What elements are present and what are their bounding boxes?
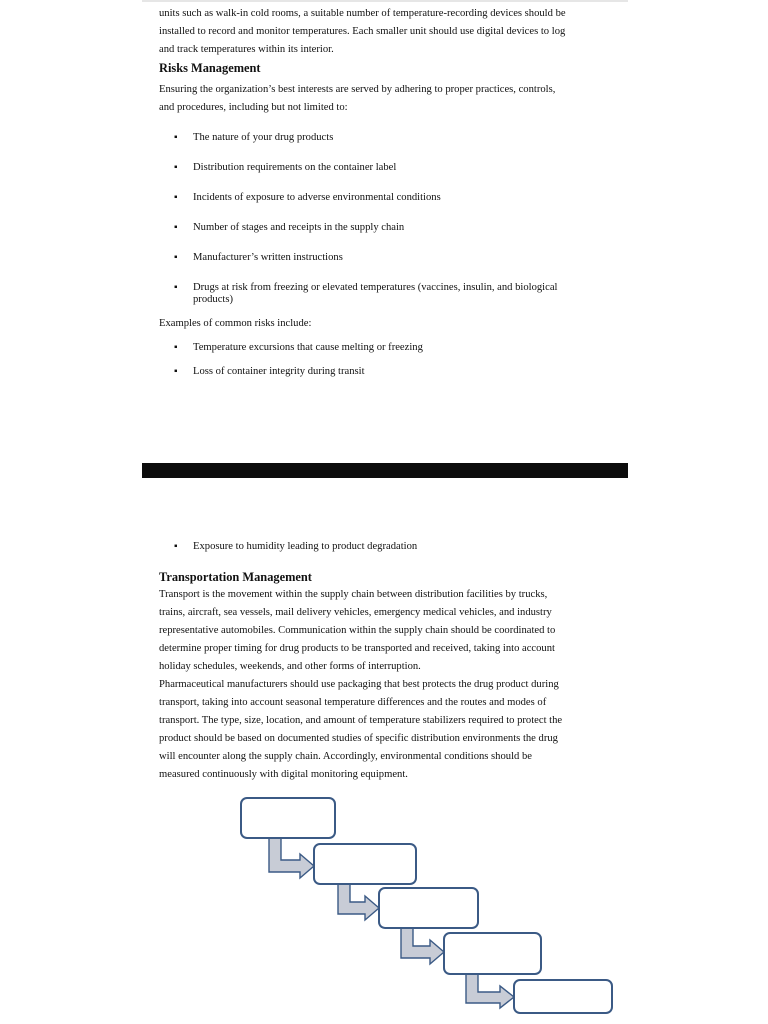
text-line: installed to record and monitor temperatures. Each smaller unit should use digital devices to log xyxy=(159,26,566,37)
text-line: Pharmaceutical manufacturers should use packaging that best protects the drug product during xyxy=(159,679,559,690)
list-item: ▪ Temperature excursions that cause melting or freezing xyxy=(174,342,594,354)
list-item: ▪ Loss of container integrity during transit xyxy=(174,366,594,378)
list-item: ▪ The nature of your drug products xyxy=(174,132,594,144)
text-line: determine proper timing for drug products to be transported and received, taking into account xyxy=(159,643,555,654)
risks-management-heading: Risks Management xyxy=(159,61,261,75)
list-item: ▪ Exposure to humidity leading to product degradation xyxy=(174,541,594,553)
text-line: and track temperatures within its interior. xyxy=(159,44,334,55)
text-line: will encounter along the supply chain. Accordingly, environmental conditions should be xyxy=(159,751,532,762)
text-line: measured continuously with digital monitoring equipment. xyxy=(159,769,408,780)
list-item: ▪ Manufacturer’s written instructions xyxy=(174,252,594,264)
text-line: and procedures, including but not limited to: xyxy=(159,102,348,113)
risk-factors-list xyxy=(174,132,594,306)
examples-label: Examples of common risks include: xyxy=(159,318,312,329)
transportation-management-heading: Transportation Management xyxy=(159,570,312,584)
list-item: ▪ Distribution requirements on the container label xyxy=(174,162,594,174)
page-edge xyxy=(142,0,628,2)
text-line: holiday schedules, weekends, and other forms of interruption. xyxy=(159,661,421,672)
list-item: ▪ Number of stages and receipts in the supply chain xyxy=(174,222,594,234)
text-line: trains, aircraft, sea vessels, mail delivery vehicles, emergency medical vehicles, and industry xyxy=(159,607,552,618)
text-line: Transport is the movement within the supply chain between distribution facilities by trucks, xyxy=(159,589,548,600)
list-item: ▪ Drugs at risk from freezing or elevated temperatures (vaccines, insulin, and biological products) xyxy=(174,282,583,306)
page-separator xyxy=(142,463,628,478)
text-line: representative automobiles. Communication within the supply chain should be coordinated to xyxy=(159,625,556,636)
intro-paragraph xyxy=(159,5,589,59)
continued-risks-list xyxy=(174,541,594,553)
text-line: units such as walk-in cold rooms, a suitable number of temperature-recording devices should be xyxy=(159,8,566,19)
list-item: ▪ Incidents of exposure to adverse environmental conditions xyxy=(174,192,594,204)
text-line: Ensuring the organization’s best interests are served by adhering to proper practices, controls, xyxy=(159,84,556,95)
transport-paragraph xyxy=(159,586,589,784)
example-risks-list xyxy=(174,342,594,378)
text-line: transport, taking into account seasonal temperature differences and the routes and modes of xyxy=(159,697,547,708)
text-line: transport. The type, size, location, and amount of temperature stabilizers required to protect the xyxy=(159,715,563,726)
text-line: product should be based on documented studies of specific distribution environments the drug xyxy=(159,733,558,744)
risks-intro-paragraph xyxy=(159,81,589,117)
